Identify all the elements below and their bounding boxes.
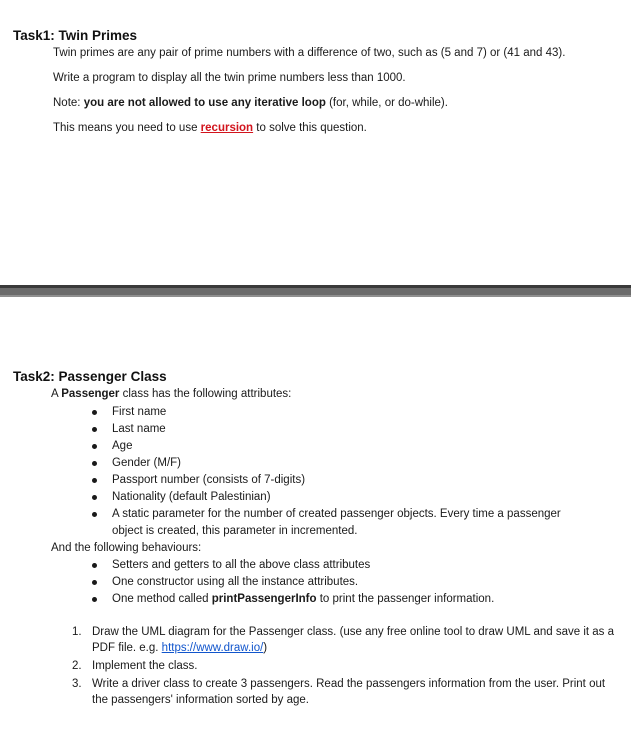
behaviour-prefix: One method called <box>112 593 212 605</box>
list-item <box>72 676 617 708</box>
attribute-text: Last name <box>112 423 166 435</box>
note-bold: you are not allowed to use any iterative loop <box>83 97 326 109</box>
task1-recursion-hint <box>53 121 367 135</box>
note-prefix: Note: <box>53 97 84 109</box>
task1-note <box>53 96 448 110</box>
attribute-text: Passport number (consists of 7-digits) <box>112 474 306 486</box>
list-item <box>92 591 494 608</box>
intro-prefix: A <box>51 388 62 400</box>
bullet-icon <box>92 580 97 585</box>
list-item <box>92 506 592 540</box>
list-item <box>92 438 592 455</box>
behaviour-list <box>92 557 494 608</box>
bullet-icon <box>92 495 97 500</box>
attribute-text: A static parameter for the number of created passenger objects. Every time a passenger object is created, this parameter in incremented. <box>112 508 561 537</box>
attribute-text: Age <box>112 440 133 452</box>
bullet-icon <box>92 563 97 568</box>
attribute-list <box>92 404 592 540</box>
task-close: ) <box>263 642 268 654</box>
note-suffix: (for, while, or do-while). <box>325 97 448 109</box>
recursion-keyword: recursion <box>200 122 254 134</box>
method-name: printPassengerInfo <box>211 593 317 605</box>
list-item <box>92 455 592 472</box>
means-prefix: This means you need to use <box>53 122 201 134</box>
task-text: Implement the class. <box>92 660 198 672</box>
page-2 <box>0 297 631 732</box>
bullet-icon <box>92 512 97 517</box>
means-suffix: to solve this question. <box>253 122 367 134</box>
item-number: 3. <box>72 678 82 690</box>
behaviour-suffix: to print the passenger information. <box>316 593 495 605</box>
list-item <box>92 489 592 506</box>
bullet-icon <box>92 410 97 415</box>
task-list <box>72 624 617 710</box>
behaviour-text: One constructor using all the instance attributes. <box>112 576 359 588</box>
task-text: Draw the UML diagram for the Passenger class. (use any free online tool to draw UML and save it as a PDF file. e.g. <box>92 626 615 654</box>
attribute-text: First name <box>112 406 167 418</box>
list-item <box>92 404 592 421</box>
task1-instruction: Write a program to display all the twin prime numbers less than 1000. <box>53 72 406 84</box>
drawio-link[interactable]: https://www.draw.io/ <box>161 642 264 654</box>
list-item <box>72 658 617 674</box>
behaviour-text: Setters and getters to all the above class attributes <box>112 559 371 571</box>
task-text: Write a driver class to create 3 passengers. Read the passengers information from the user. Print out the passengers' information sorted by age. <box>92 678 606 706</box>
list-item <box>72 624 617 656</box>
page-separator <box>0 285 631 297</box>
task1-title: Task1: Twin Primes <box>13 28 138 43</box>
attribute-text: Gender (M/F) <box>112 457 182 469</box>
bullet-icon <box>92 597 97 602</box>
task2-intro <box>51 388 291 400</box>
bullet-icon <box>92 461 97 466</box>
list-item <box>92 574 494 591</box>
list-item <box>92 557 494 574</box>
task1-description: Twin primes are any pair of prime numbers with a difference of two, such as (5 and 7) or (41 and 43). <box>53 47 566 59</box>
page-1 <box>0 0 631 285</box>
behaviours-intro: And the following behaviours: <box>51 542 202 554</box>
intro-bold: Passenger <box>61 388 120 400</box>
item-number: 1. <box>72 626 82 638</box>
item-number: 2. <box>72 660 82 672</box>
bullet-icon <box>92 427 97 432</box>
task2-title: Task2: Passenger Class <box>13 369 167 384</box>
bullet-icon <box>92 478 97 483</box>
list-item <box>92 472 592 489</box>
bullet-icon <box>92 444 97 449</box>
attribute-text: Nationality (default Palestinian) <box>112 491 271 503</box>
intro-suffix: class has the following attributes: <box>119 388 292 400</box>
list-item <box>92 421 592 438</box>
